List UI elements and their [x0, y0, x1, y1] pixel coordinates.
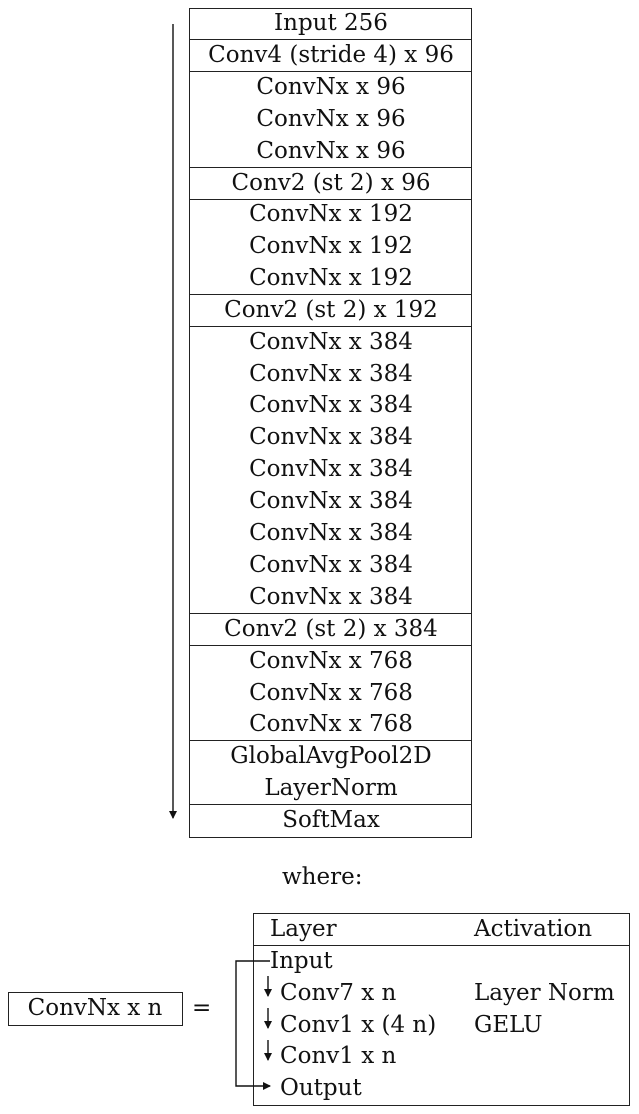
layer-stem-conv: Conv4 (stride 4) x 96 — [208, 42, 454, 68]
layer-convnx: ConvNx x 384 — [249, 456, 413, 482]
layer-convnx: ConvNx x 384 — [249, 424, 413, 450]
block-row-conv1-expand: Conv1 x (4 n) — [280, 1012, 437, 1038]
residual-skip-arrow — [236, 961, 270, 1086]
layer-downsample: Conv2 (st 2) x 192 — [224, 297, 438, 323]
layer-convnx: ConvNx x 384 — [249, 329, 413, 355]
block-row-conv1-project: Conv1 x n — [280, 1043, 397, 1069]
layer-input: Input 256 — [274, 10, 388, 36]
layer-downsample: Conv2 (st 2) x 96 — [231, 170, 431, 196]
block-row-output: Output — [280, 1075, 362, 1101]
where-label: where: — [282, 864, 363, 890]
layer-convnx: ConvNx x 96 — [256, 74, 406, 100]
layer-convnx: ConvNx x 192 — [249, 201, 413, 227]
layer-convnx: ConvNx x 768 — [249, 648, 413, 674]
block-row-conv7-activation: Layer Norm — [474, 980, 615, 1006]
layer-convnx: ConvNx x 96 — [256, 138, 406, 164]
layer-convnx: ConvNx x 384 — [249, 488, 413, 514]
layer-convnx: ConvNx x 768 — [249, 711, 413, 737]
layer-convnx: ConvNx x 384 — [249, 392, 413, 418]
block-row-input: Input — [270, 948, 333, 974]
column-header-activation: Activation — [474, 916, 593, 942]
layer-convnx: ConvNx x 384 — [249, 361, 413, 387]
column-header-layer: Layer — [270, 916, 337, 942]
layer-convnx: ConvNx x 384 — [249, 584, 413, 610]
layer-convnx: ConvNx x 192 — [249, 265, 413, 291]
layer-convnx: ConvNx x 96 — [256, 106, 406, 132]
layer-convnx: ConvNx x 384 — [249, 520, 413, 546]
layer-layernorm: LayerNorm — [264, 775, 398, 801]
layer-convnx: ConvNx x 384 — [249, 552, 413, 578]
layer-softmax: SoftMax — [282, 807, 380, 833]
layer-convnx: ConvNx x 768 — [249, 680, 413, 706]
convnx-block-name: ConvNx x n — [27, 995, 163, 1021]
block-row-conv1-expand-activation: GELU — [474, 1012, 543, 1038]
layer-downsample: Conv2 (st 2) x 384 — [224, 616, 438, 642]
block-row-conv7: Conv7 x n — [280, 980, 397, 1006]
equals-sign: = — [192, 995, 212, 1021]
layer-global-avg-pool: GlobalAvgPool2D — [230, 743, 432, 769]
layer-convnx: ConvNx x 192 — [249, 233, 413, 259]
